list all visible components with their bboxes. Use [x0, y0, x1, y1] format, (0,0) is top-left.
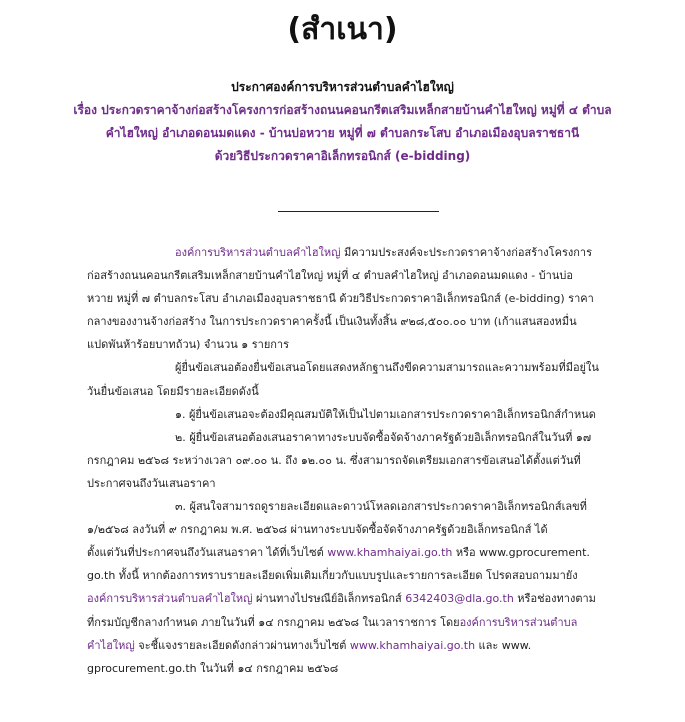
item-2-line-3: ประกาศจนถึงวันเสนอราคา: [87, 476, 216, 490]
org-name: องค์การบริหารส่วนตำบลคำไฮใหญ่: [175, 246, 341, 259]
header-line-1: ประกาศองค์การบริหารส่วนตำบลคำไฮใหญ่: [231, 80, 454, 94]
website-link[interactable]: www.khamhaiyai.go.th: [327, 546, 453, 560]
p1-line-3: หวาย หมู่ที่ ๗ ตำบลกระโสบ อำเภอเมืองอุบลราชธานี ด้วยวิธีประกวดราคาอิเล็กทรอนิกส์ (e-bidding) ราคา: [87, 292, 594, 306]
item-2-line-1: ๒. ผู้ยื่นข้อเสนอต้องเสนอราคาทางระบบจัดซื้อจัดจ้างภาครัฐด้วยอิเล็กทรอนิกส์ในวันที่ ๑๗: [175, 430, 592, 444]
item-2-line-2: กรกฎาคม ๒๕๖๘ ระหว่างเวลา ๐๙.๐๐ น. ถึง ๑๒.๐๐ น. ซึ่งสามารถจัดเตรียมเอกสารข้อเสนอได้ตั้งแต่วันที่: [87, 453, 581, 467]
item-3-line-3: [87, 541, 619, 564]
item-1: ๑. ผู้ยื่นข้อเสนอจะต้องมีคุณสมบัติให้เป็นไปตามเอกสารประกวดราคาอิเล็กทรอนิกส์กำหนด: [175, 407, 596, 421]
announcement-header: [40, 76, 645, 168]
p1-line-5: แปดพันห้าร้อยบาทถ้วน) จำนวน ๑ รายการ: [87, 338, 290, 352]
header-subject-line-3: ด้วยวิธีประกวดราคาอิเล็กทรอนิกส์ (e-bidding): [214, 149, 471, 163]
org-name: องค์การบริหารส่วนตำบล: [459, 615, 578, 629]
email-link[interactable]: 6342403@dla.go.th: [405, 592, 514, 606]
p1-line-1: [87, 241, 619, 264]
item-3-text: และ www.: [475, 638, 532, 652]
announcement-body: [87, 241, 619, 680]
item-3-text: ผ่านทางไปรษณีย์อิเล็กทรอนิกส์: [252, 592, 406, 606]
item-3-line-5: [87, 587, 619, 610]
item-3-text: หรือ www.gprocurement.: [452, 546, 590, 560]
p1-text: มีความประสงค์จะประกวดราคาจ้างก่อสร้างโครงการ: [340, 246, 592, 259]
item-3-text: จะชี้แจงรายละเอียดดังกล่าวผ่านทางเว็บไซต์: [134, 638, 350, 652]
item-3-line-2: ๑/๒๕๖๘ ลงวันที่ ๙ กรกฎาคม พ.ศ. ๒๕๖๘ ผ่านทางระบบจัดซื้อจัดจ้างภาครัฐด้วยอิเล็กทรอนิกส์ ได้: [87, 523, 548, 537]
item-3-text: หรือช่องทางตาม: [513, 592, 596, 606]
item-3-line-6: [87, 611, 619, 634]
p1-line-2: ก่อสร้างถนนคอนกรีตเสริมเหล็กสายบ้านคำไฮใหญ่ หมู่ที่ ๔ ตำบลคำไฮใหญ่ อำเภอดอนมดแดง - บ้านบ่อ: [87, 269, 573, 283]
header-subject-line-1: เรื่อง ประกวดราคาจ้างก่อสร้างโครงการก่อสร้างถนนคอนกรีตเสริมเหล็กสายบ้านคำไฮใหญ่ หมู่ที่ ๔ ตำบล: [73, 103, 612, 117]
p2-line-2: วันยื่นข้อเสนอ โดยมีรายละเอียดดังนี้: [87, 384, 259, 398]
item-3-line-4: go.th ทั้งนี้ หากต้องการทราบรายละเอียดเพิ่มเติมเกี่ยวกับแบบรูปและรายการละเอียด โปรดสอบถามมายัง: [87, 569, 578, 583]
header-subject-line-2: คำไฮใหญ่ อำเภอดอนมดแดง - บ้านบ่อหวาย หมู่ที่ ๗ ตำบลกระโสบ อำเภอเมืองอุบลราชธานี: [105, 126, 580, 140]
website-link[interactable]: www.khamhaiyai.go.th: [349, 638, 476, 652]
document-title: (สำเนา): [287, 12, 398, 47]
item-3-line-7: [87, 634, 619, 657]
p1-line-4: กลางของงานจ้างก่อสร้าง ในการประกวดราคาครั้งนี้ เป็นเงินทั้งสิ้น ๙๒๘,๕๐๐.๐๐ บาท (เก้าแสนสองหมื่น: [87, 315, 577, 329]
item-3-text: ตั้งแต่วันที่ประกาศจนถึงวันเสนอราคา ได้ที่เว็บไซต์: [87, 546, 328, 560]
item-3-line-1: ๓. ผู้สนใจสามารถดูรายละเอียดและดาวน์โหลดเอกสารประกวดราคาอิเล็กทรอนิกส์เลขที่: [175, 500, 587, 514]
org-name: คำไฮใหญ่: [87, 638, 135, 652]
p2-line-1: ผู้ยื่นข้อเสนอต้องยื่นข้อเสนอโดยแสดงหลักฐานถึงขีดความสามารถและความพร้อมที่มีอยู่ใน: [175, 361, 599, 375]
org-name: องค์การบริหารส่วนตำบลคำไฮใหญ่: [87, 592, 253, 606]
item-3-text: ที่กรมบัญชีกลางกำหนด ภายในวันที่ ๑๔ กรกฎาคม ๒๕๖๘ ในเวลาราชการ โดย: [87, 615, 460, 629]
item-3-line-8: gprocurement.go.th ในวันที่ ๑๔ กรกฎาคม ๒๕๖๘: [87, 661, 339, 675]
header-divider: [278, 211, 439, 212]
